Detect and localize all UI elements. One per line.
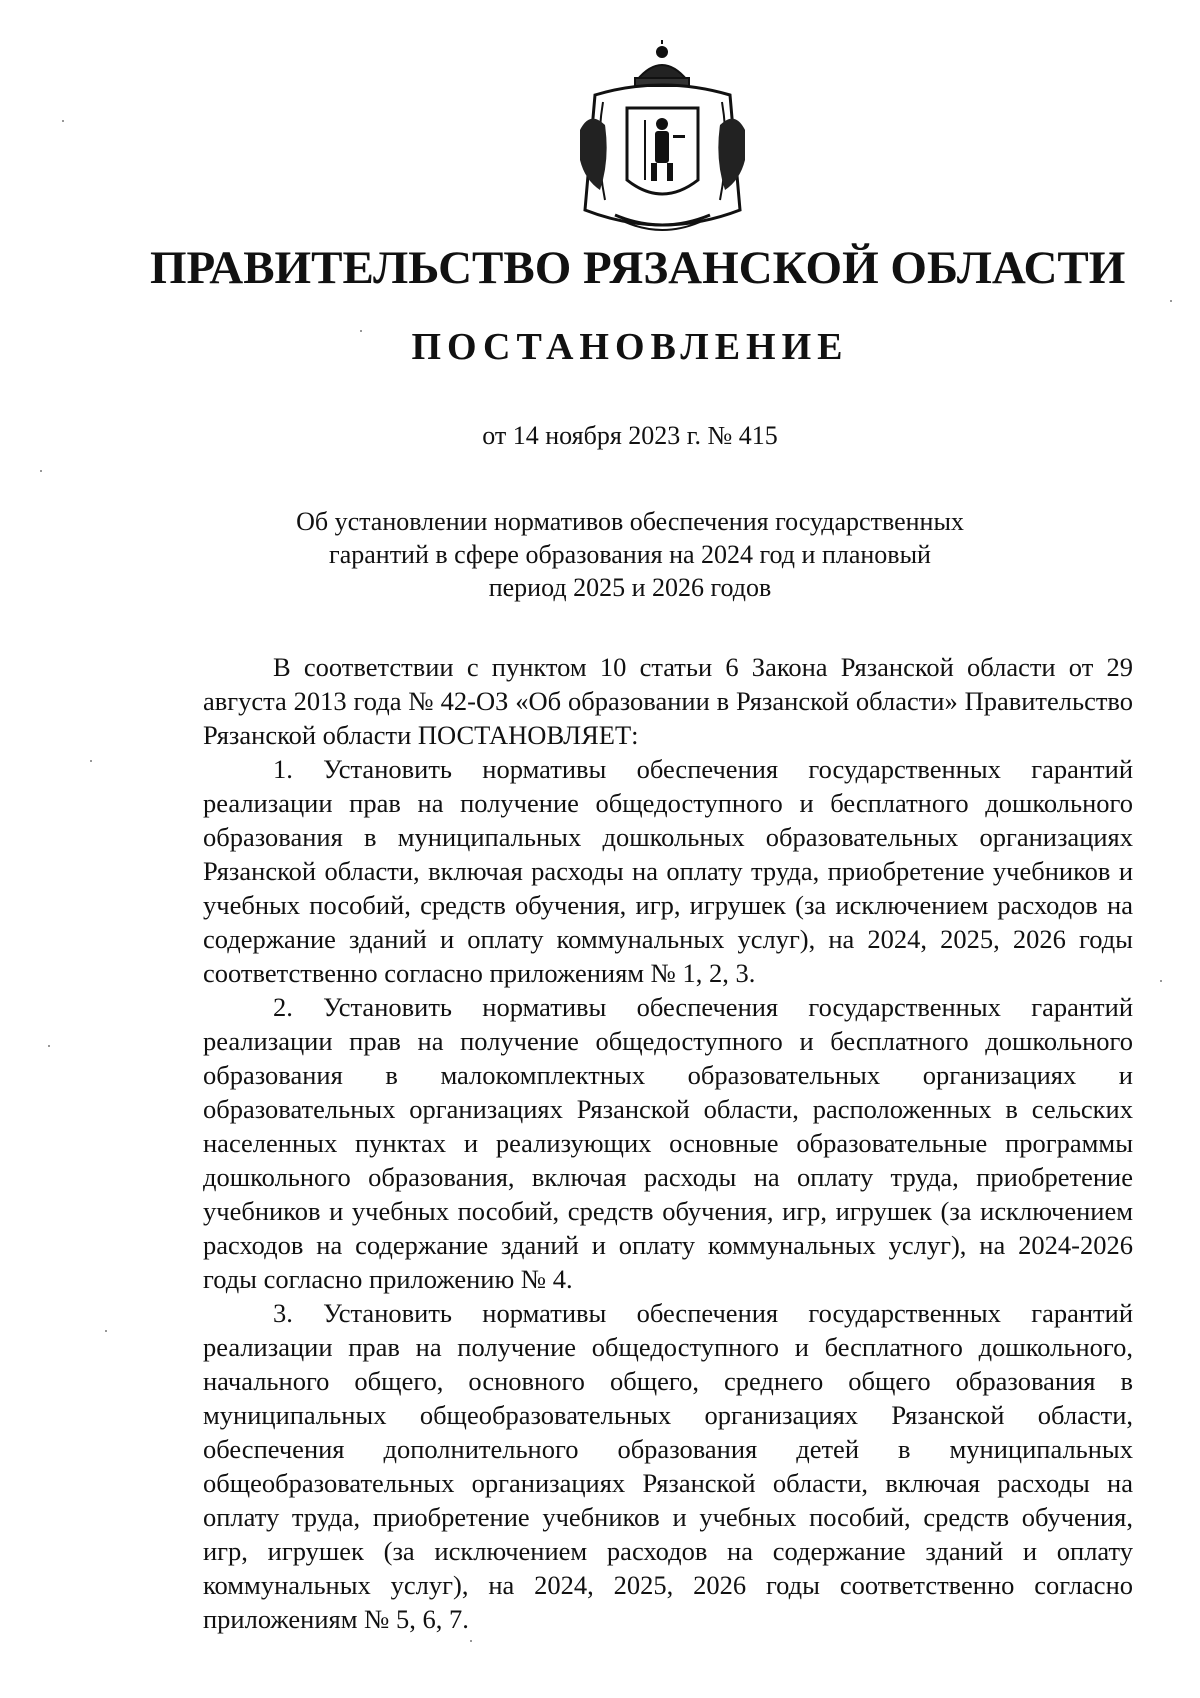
document-body [203, 650, 1133, 1636]
document-type-heading: ПОСТАНОВЛЕНИЕ [411, 326, 849, 368]
subject-line: Об установлении нормативов обеспечения государственных [296, 507, 964, 536]
clause-paragraph-3: 3. Установить нормативы обеспечения государственных гарантий реализации прав на получение общедоступного и бесплатного дошкольного, начального общего, основного общего, среднего общего образования в муниципальных общеобразовательных организациях Рязанской области, обеспечения дополнительного образования детей в муниципальных общеобразовательных организациях Рязанской области, включая расходы на оплату труда, приобретение учебников и учебных пособий, средств обучения, игр, игрушек (за исключением расходов на содержание зданий и оплату коммунальных услуг), на 2024, 2025, 2026 годы соответственно согласно приложениям № 5, 6, 7. [203, 1298, 1133, 1634]
preamble-paragraph: В соответствии с пунктом 10 статьи 6 Закона Рязанской области от 29 августа 2013 года № 42-ОЗ «Об образовании в Рязанской области» Правительство Рязанской области ПОСТАНОВЛЯЕТ: [203, 652, 1133, 750]
subject-line: гарантий в сфере образования на 2024 год и плановый [329, 540, 931, 569]
scan-speck [470, 1640, 472, 1642]
scan-speck [48, 1045, 50, 1047]
subject-line: период 2025 и 2026 годов [488, 573, 772, 602]
government-title: ПРАВИТЕЛЬСТВО РЯЗАНСКОЙ ОБЛАСТИ [150, 242, 1126, 294]
scan-speck [40, 470, 42, 472]
scan-speck [90, 760, 92, 762]
scan-speck [360, 330, 362, 332]
scan-speck [105, 1330, 107, 1332]
ryazan-coat-of-arms-icon [575, 40, 750, 240]
clause-paragraph-2: 2. Установить нормативы обеспечения государственных гарантий реализации прав на получение общедоступного и бесплатного дошкольного образования в малокомплектных образовательных организациях и образовательных организациях Рязанской области, расположенных в сельских населенных пунктах и реализующих основные образовательные программы дошкольного образования, включая расходы на оплату труда, приобретение учебников и учебных пособий, средств обучения, игр, игрушек (за исключением расходов на содержание зданий и оплату коммунальных услуг), на 2024-2026 годы согласно приложению № 4. [203, 992, 1133, 1294]
clause-paragraph-1: 1. Установить нормативы обеспечения государственных гарантий реализации прав на получение общедоступного и бесплатного дошкольного образования в муниципальных дошкольных образовательных организациях Рязанской области, включая расходы на оплату труда, приобретение учебников и учебных пособий, средств обучения, игр, игрушек (за исключением расходов на содержание зданий и оплату коммунальных услуг), на 2024, 2025, 2026 годы соответственно согласно приложениям № 1, 2, 3. [203, 754, 1133, 988]
scan-speck [62, 120, 64, 122]
scan-speck [1170, 300, 1172, 302]
document-subject [250, 505, 1010, 604]
document-date-number: от 14 ноября 2023 г. № 415 [482, 421, 778, 450]
scan-speck [1160, 980, 1162, 982]
